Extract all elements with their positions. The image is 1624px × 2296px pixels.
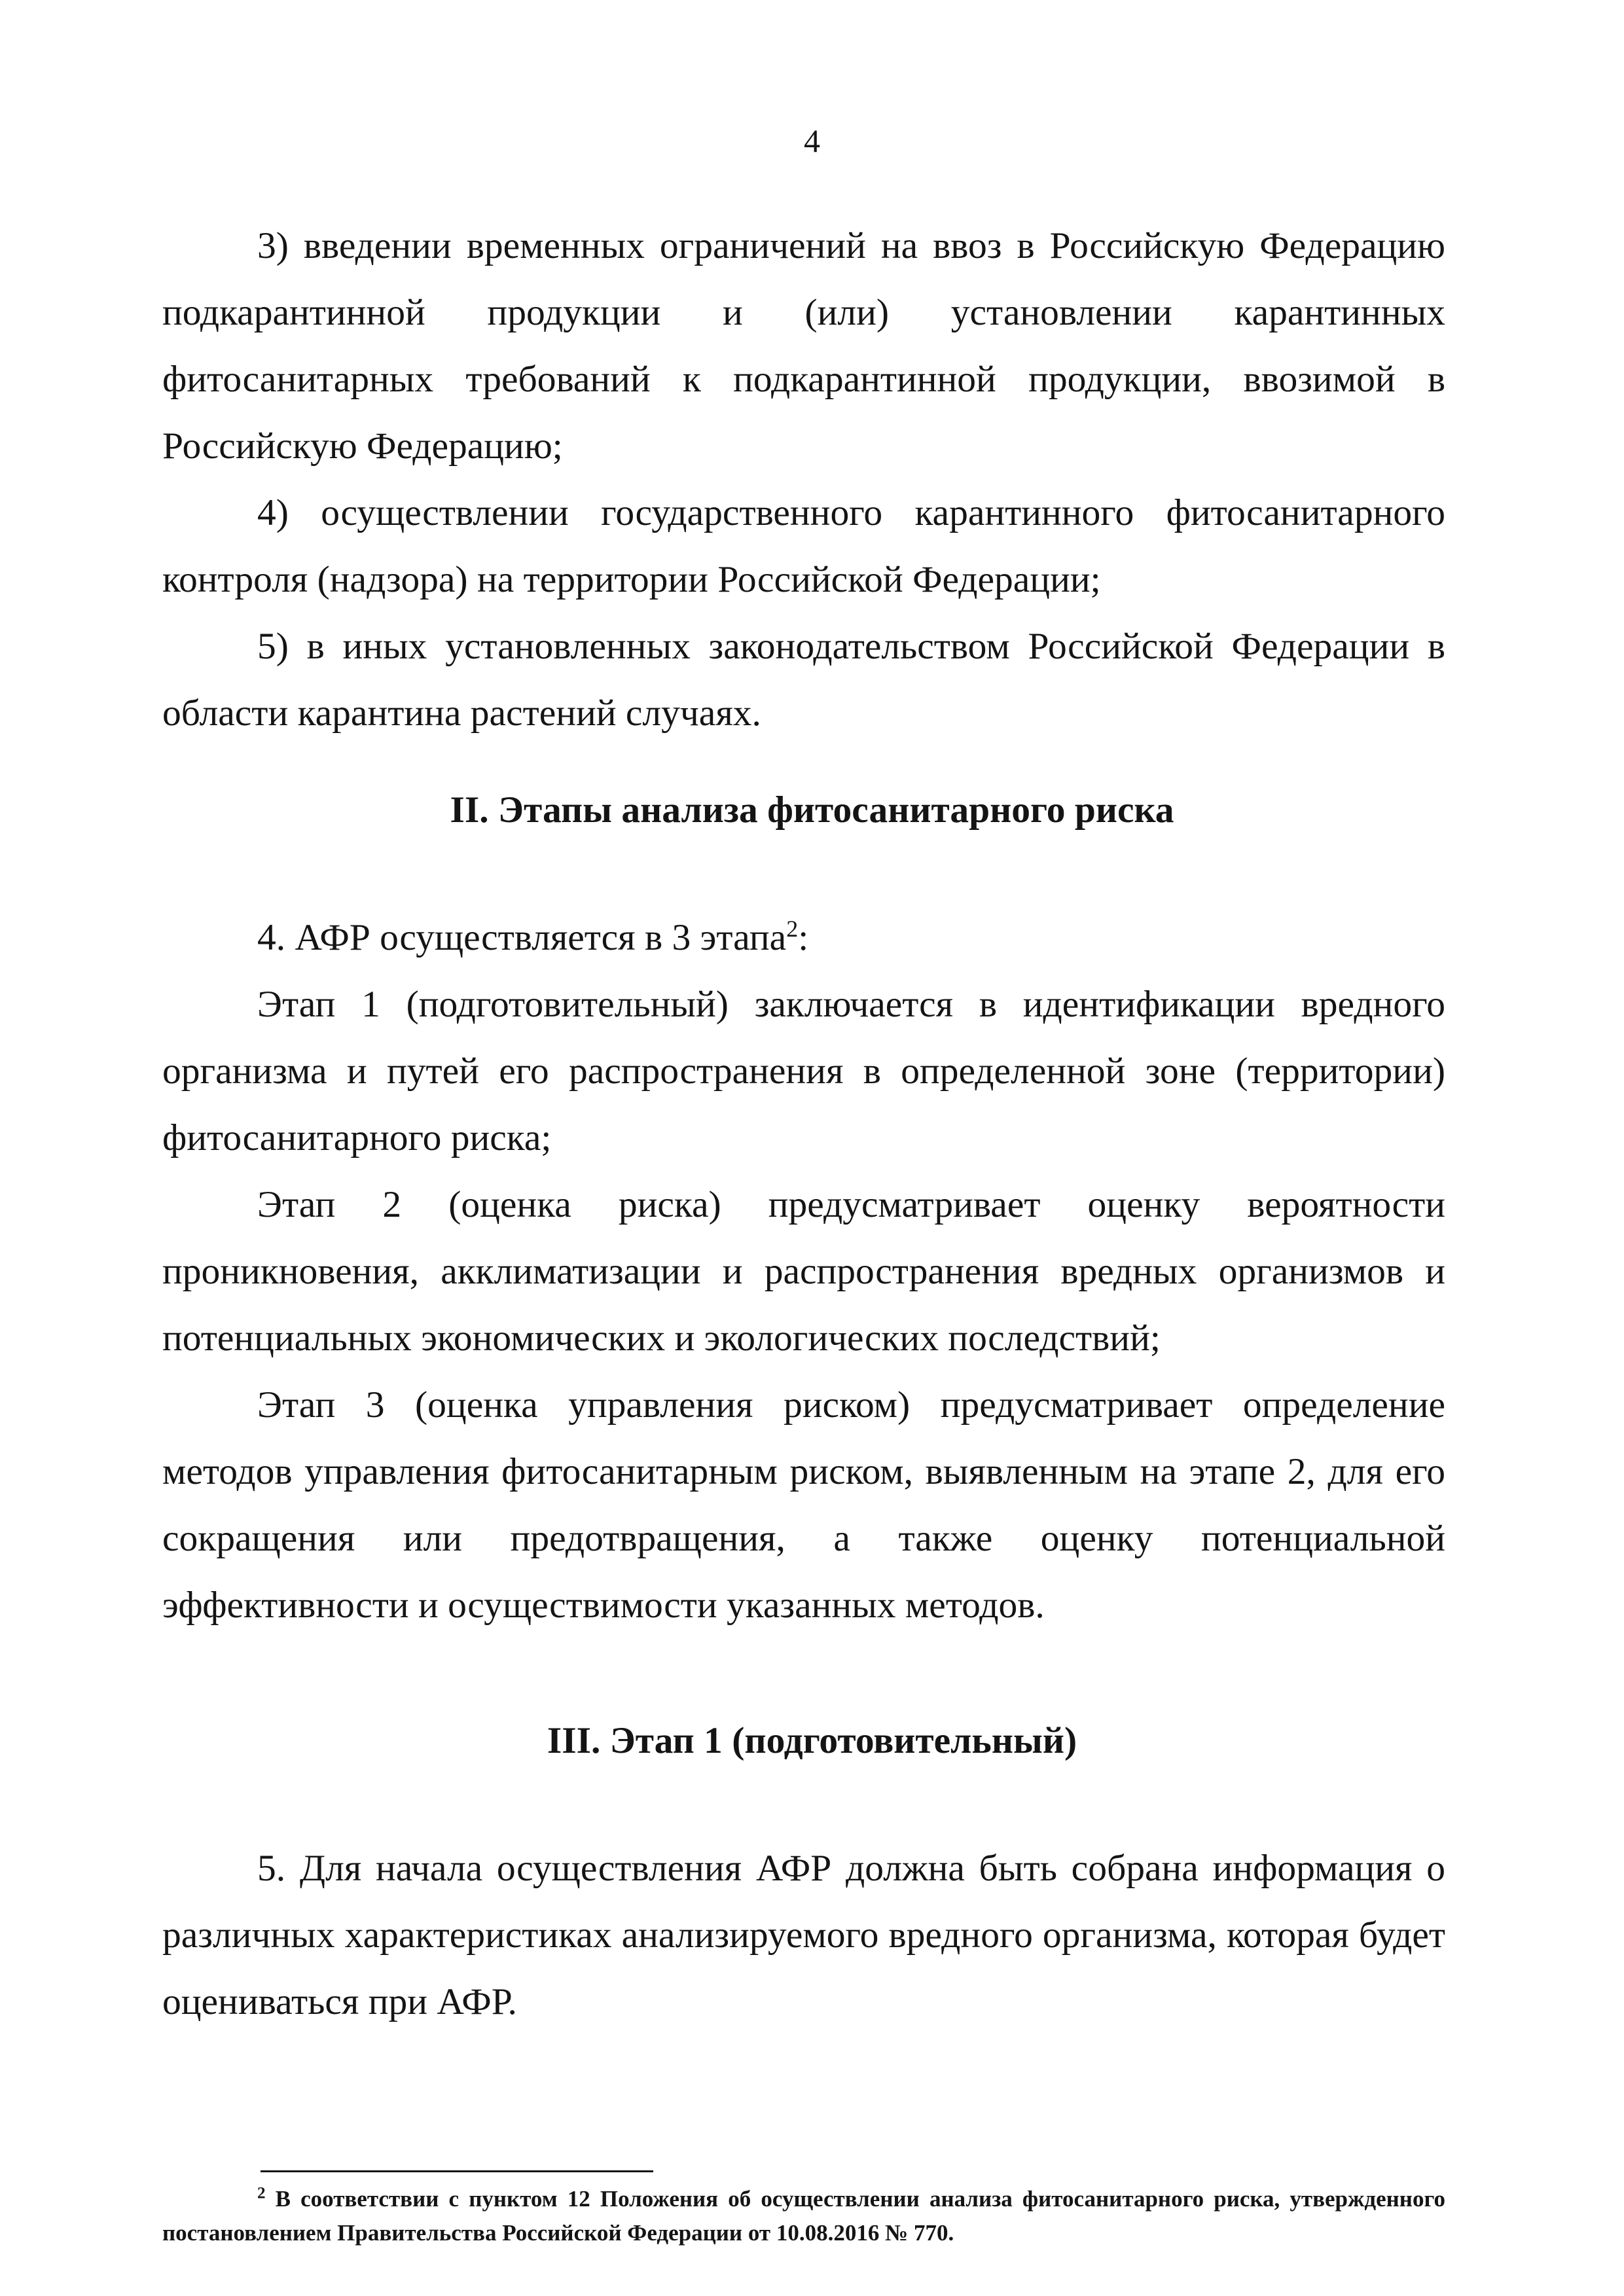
stage-1-paragraph: Этап 1 (подготовительный) заключается в идентификации вредного организма и путей его распространения в определенной зоне (территории) фитосанитарного риска; <box>162 984 1445 1158</box>
paragraph-5: 5. Для начала осуществления АФР должна быть собрана информация о различных характеристиках анализируемого вредного организма, которая будет оцениваться при АФР. <box>162 1848 1445 2022</box>
list-item-4: 4) осуществлении государственного карантинного фитосанитарного контроля (надзора) на территории Российской Федерации; <box>162 492 1445 600</box>
footnote-reference: 2 <box>786 915 799 942</box>
paragraph-4-text: 4. АФР осуществляется в 3 этапа <box>257 917 787 958</box>
footnote-text: В соответствии с пунктом 12 Положения об осуществлении анализа фитосанитарного риска, утвержденного постановлением Правительства Российской Федерации от 10.08.2016 № 770. <box>162 2186 1445 2246</box>
list-item-5: 5) в иных установленных законодательством Российской Федерации в области карантина растений случаях. <box>162 626 1445 734</box>
stage-2-paragraph: Этап 2 (оценка риска) предусматривает оценку вероятности проникновения, акклиматизации и распространения вредных организмов и потенциальных экономических и экологических последствий; <box>162 1184 1445 1359</box>
stage-3-paragraph: Этап 3 (оценка управления риском) предусматривает определение методов управления фитосанитарным риском, выявленным на этапе 2, для его сокращения или предотвращения, а также оценку потенциальной эффективности и осуществимости указанных методов. <box>162 1384 1445 1626</box>
section-3-body <box>162 1835 1445 2036</box>
list-item-3: 3) введении временных ограничений на ввоз в Российскую Федерацию подкарантинной продукции и (или) установлении карантинных фитосанитарных требований к подкарантинной продукции, ввозимой в Российскую Федерацию; <box>162 225 1445 467</box>
paragraph-4-suffix: : <box>798 917 809 958</box>
footnote-divider <box>261 2170 653 2172</box>
footnote-marker: 2 <box>257 2184 266 2202</box>
section-2-body <box>162 905 1445 1639</box>
paragraph-4 <box>162 905 1445 971</box>
page-number: 4 <box>804 122 820 159</box>
footnote-paragraph <box>162 2182 1445 2250</box>
section-3-heading: III. Этап 1 (подготовительный) <box>547 1720 1077 1761</box>
list-continuation <box>162 213 1445 747</box>
section-2-heading: II. Этапы анализа фитосанитарного риска <box>450 789 1174 831</box>
footnote <box>162 2182 1445 2250</box>
